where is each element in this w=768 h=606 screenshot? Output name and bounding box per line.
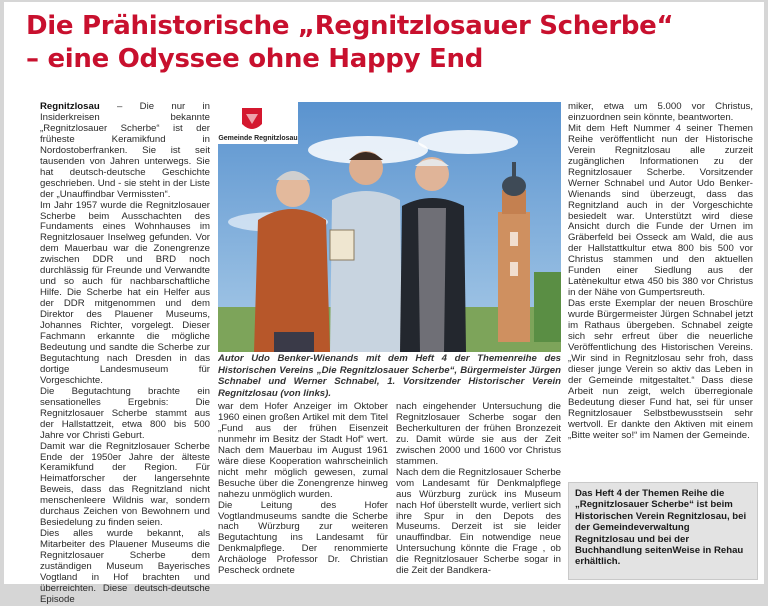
booklet	[330, 230, 354, 260]
photo-caption: Autor Udo Benker-Wienands mit dem Heft 4 der Themenreihe des Historischen Vereins „Die Regnitzlosauer Scherbe“, Bürgermeister Jürgen Schnabel und Werner Schnabel, 1. Vorsitzender Historischer Verein Regnitzlosau (von links).	[218, 353, 561, 399]
photo-illustration	[218, 102, 561, 352]
paragraph: Die Leitung des Hofer Vogtlandmuseums sandte die Scherbe nach Würzburg zur weiteren Begutachtung ins Landesamt für Denkmalpflege. Der renommierte Archäologe Professor Dr. Christian Pescheck ordnete	[218, 499, 388, 577]
paragraph: Damit war die Regnitzlosauer Scherbe Ende der 1950er Jahre der älteste Keramikfund der Region. Für Heimatforscher der langersehnte Beweis, dass das Regnitzland nicht menschenleere Wildnis war, sondern durchaus Zeichen von Bewohnern und Besiedelung zu finden seien.	[40, 440, 210, 529]
dateline: Regnitzlosau	[40, 101, 100, 112]
article-headline	[26, 10, 673, 76]
paragraph	[40, 102, 210, 201]
paragraph-text: – Die nur in Insiderkreisen bekannte „Regnitzlosauer Scherbe“ ist der früheste Keramikfund in Nordostoberfranken. Sie ist seit tausenden von Jahren unterwegs. Sie hat deutsch-deutsche Geschichte geschrieben. Und - sie steht in der Liste der „Unauffindbar Vermissten“.	[40, 101, 210, 200]
info-box-text: Das Heft 4 der Themen Reihe die „Regnitzlosauer Scherbe“ ist beim Historischen Verein Regnitzlosau, bei der Gemeindeverwaltung Regnitzlosau und bei der Buchhandlung seitenWeise in Rehau erhältlich.	[575, 488, 747, 568]
paragraph: Das erste Exemplar der neuen Broschüre wurde Bürgermeister Jürgen Schnabel jetzt im Rathaus übergeben. Schnabel zeigte sich sehr erfreut über die neuerliche Veröffentlichung des Historischen Vereins. „Wir sind in Regnitzlosau sehr froh, dass dieser junge Verein so aktiv das Leben in der Gemeinde mitgestaltet.“ Dass diese Arbeit nun zeigt, welch überregionale Bedeutung dieser Fund hat, sei für unser Regnitzlosauer Selbstbewusstsein sehr wertvoll. Er dankte den Aktiven mit einem „Bitte weiter so!“ im Namen der Gemeinde.	[568, 298, 753, 441]
paragraph: miker, etwa um 5.000 vor Christus, einzuordnen sein könnte, beantworten.	[568, 101, 753, 123]
text-column-1	[40, 102, 210, 606]
headline-line-1: Die Prähistorische „Regnitzlosauer Scherbe“	[26, 11, 674, 41]
headline-line-2: – eine Odyssee ohne Happy End	[26, 44, 484, 74]
paragraph: nach eingehender Untersuchung die Regnitzlosauer Scherbe sogar den Becherkulturen der frühen Bronzezeit zu. Damit würde sie aus der Zeit zwischen 2000 und 1600 vor Christus stammen.	[396, 401, 561, 467]
paragraph: Im Jahr 1957 wurde die Regnitzlosauer Scherbe beim Ausschachten des Fundaments eines Wohnhauses im Regnitzlosauer Inselweg gefunden. Vor dem Mauerbau war die Zonengrenze zwischen DDR und BRD noch durchlässig für Freunde und Verwandte und so auch für nachbarschaftliche Hilfe. Die Scherbe hat ein Helfer aus der DDR mitgenommen und dem Direktor des Plauener Museums, Johannes Richter, vorgelegt. Dieser Fachmann erkannte die mögliche Bedeutung und sandte die Scherbe zur Begutachtung nach Dresden in das dortige Landesmuseum für Vorgeschichte.	[40, 199, 210, 386]
paragraph: Nach dem die Regnitzlosauer Scherbe vom Landesamt für Denkmalpflege aus Würzburg zurück ins Museum nach Hof überstellt wurde, verliert sich ihre Spur in den Depots des Museums. Derzeit ist sie leider unauffindbar. Ein notwendige neue Untersuchung könnte die Frage , ob die Regnitzlosauer Scherbe sogar in die Zeit der Bandkera-	[396, 466, 561, 577]
banner-text: Gemeinde Regnitzlosau	[218, 135, 298, 142]
paragraph: Dies alles wurde bekannt, als Mitarbeiter des Plauener Museums die Regnitzlosauer Scherbe dem zuständigen Museum Bayerisches Vogtland in Hof brachten und überreichten. Diese deutsch-deutsche Episode	[40, 528, 210, 605]
paragraph: war dem Hofer Anzeiger im Oktober 1960 einen großen Artikel mit dem Titel „Fund aus der frühen Eisenzeit nunmehr im Besitz der Stadt Hof“ wert. Nach dem Mauerbau im August 1961 wäre diese Kooperation wahrscheinlich nicht mehr möglich gewesen, zumal Besuche über die Zonengrenze hinweg nahezu unmöglich wurden.	[218, 401, 388, 500]
church-tower	[498, 162, 530, 342]
paragraph: Die Begutachtung brachte ein sensationelles Ergebnis: Die Regnitzlosauer Scherbe stammt aus der Hallstattzeit, etwa 800 bis 500 Jahre vor Christi Geburt.	[40, 385, 210, 441]
text-column-3	[396, 402, 561, 577]
text-column-2	[218, 402, 388, 577]
newspaper-page	[4, 2, 764, 605]
info-box	[568, 482, 758, 580]
article-photo	[218, 102, 561, 352]
text-column-4	[568, 102, 753, 442]
paragraph: Mit dem Heft Nummer 4 seiner Themen Reihe veröffentlicht nun der Historische Verein Regnitzlosau alle zurzeit zugänglichen Informationen zu der Regnitzlosauer Scherbe. Vorsitzender Werner Schnabel und Autor Udo Benker-Wienands sind überzeugt, dass das Regnitzland auch in der Vorgeschichte besiedelt war. Unterstützt wird diese Ansicht durch die Funde der Urnen im Gräberfeld bei Osseck am Wald, die aus der Hallstattkultur etwa 800 bis 500 vor Christus stammen und den aktuellen Funden einer Siedlung aus der Latènekultur etwa 450 bis 380 vor Christus in der Nähe von Gumpertsreuth.	[568, 122, 753, 299]
